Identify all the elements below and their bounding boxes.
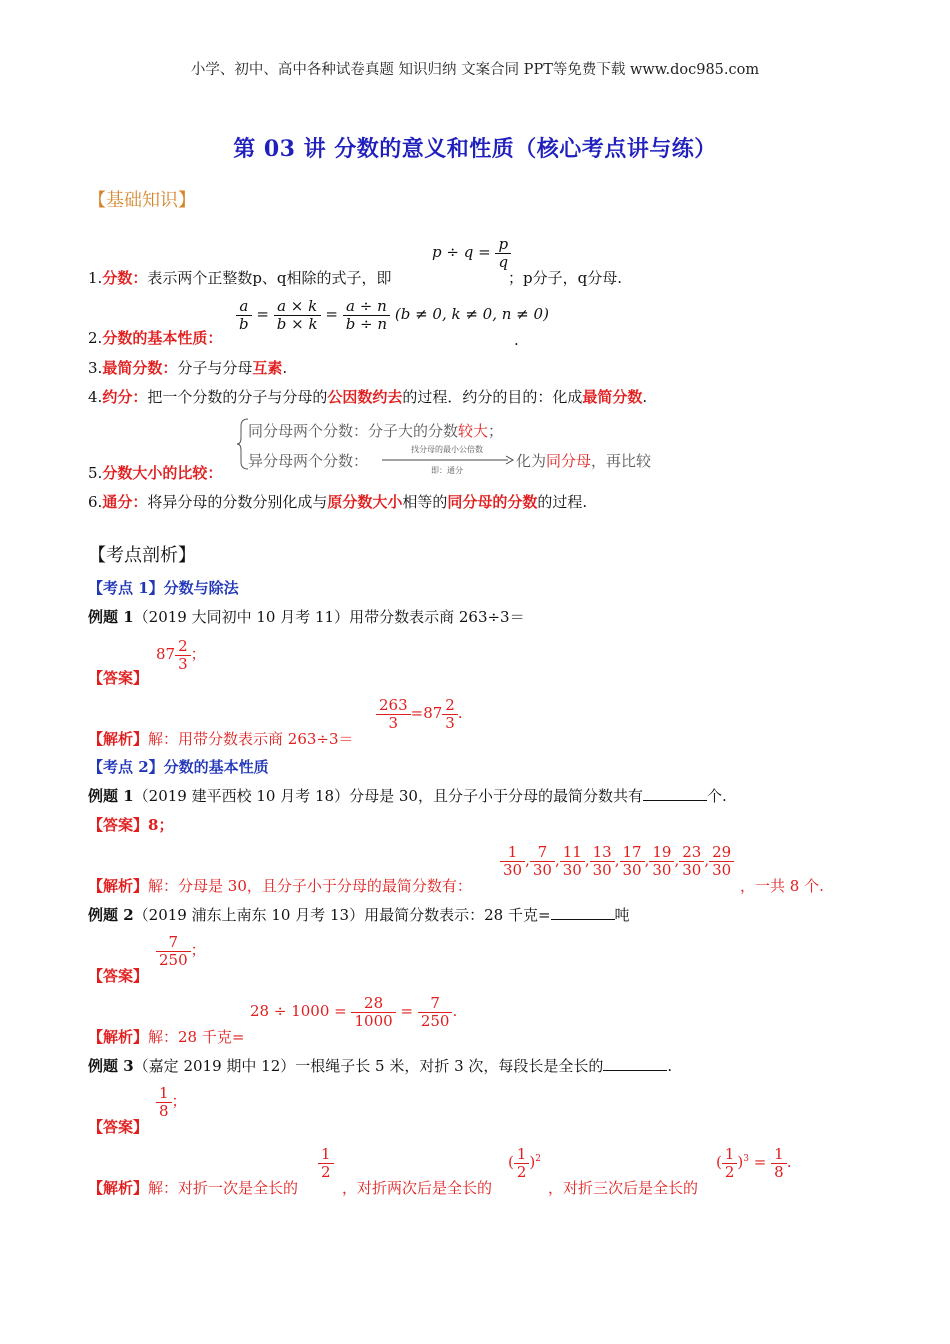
- basics-item-3: [88, 358, 287, 378]
- numerator: a ÷ n: [346, 297, 387, 315]
- basics-item-4: [88, 387, 647, 407]
- denominator: 30: [620, 861, 645, 879]
- example-label: 例题 1: [88, 608, 134, 626]
- comparison-row-different-denominator: [248, 450, 368, 471]
- numerator: 29: [712, 843, 732, 861]
- numerator: 2: [178, 637, 188, 655]
- answer-label: 【答案】: [88, 816, 149, 834]
- fraction-1-over-8: [156, 1085, 172, 1119]
- kp2-ex3-solution-c: ，对折三次后是全长的: [548, 1179, 699, 1197]
- denominator: 250: [418, 1012, 453, 1030]
- list-fraction: [679, 844, 704, 878]
- numerator: 11: [562, 843, 582, 861]
- fraction-an-over-bn: [343, 298, 390, 332]
- kp1-label: 【考点 1】分数与除法: [88, 579, 239, 597]
- denominator: 1000: [351, 1012, 395, 1030]
- numerator: a × k: [277, 297, 318, 315]
- denominator: 8: [156, 1102, 172, 1120]
- fraction-7-over-250: [156, 934, 191, 968]
- kp2-ex3-solution-b: ，对折两次后是全长的: [342, 1179, 493, 1197]
- kp2-ex3-frac-half: [318, 1146, 334, 1180]
- list-fraction: [620, 844, 645, 878]
- item-number: 3.: [88, 359, 103, 377]
- denominator: 30: [649, 861, 674, 879]
- answer-value: 8；: [148, 816, 174, 834]
- right-arrow-icon: [382, 455, 514, 465]
- denominator: b ÷ n: [343, 315, 390, 333]
- row-text: ，再比较: [591, 452, 652, 470]
- equals-sign: =: [325, 305, 338, 323]
- numerator: 28: [364, 994, 384, 1012]
- separator: ,: [644, 851, 650, 869]
- fraction-263-over-3: [376, 697, 411, 731]
- exponent: 3: [743, 1154, 749, 1164]
- kp1-ex1-solution: [88, 729, 354, 749]
- numerator: 1: [321, 1145, 331, 1163]
- example-label: 例题 2: [88, 906, 134, 924]
- item-number: 5.: [88, 464, 103, 482]
- numerator: 263: [379, 696, 408, 714]
- basics-item-1-tail: ；p分子，q分母.: [508, 269, 622, 287]
- item-text: 将异分母的分数分别化成与: [147, 493, 328, 511]
- kp2-ex3-answer: [156, 1085, 187, 1119]
- numerator: 7: [430, 994, 440, 1012]
- exponent: 2: [535, 1154, 541, 1164]
- page-title: 第 03 讲 分数的意义和性质（核心考点讲与练）: [233, 136, 717, 162]
- item-text: 的过程.: [537, 493, 588, 511]
- denominator: 30: [560, 861, 585, 879]
- basics-heading: 【基础知识】: [88, 190, 196, 211]
- fraction-definition-formula: [432, 236, 511, 270]
- solution-end: .: [452, 1002, 458, 1020]
- item-term: 分数：: [102, 269, 148, 287]
- solution-label: 【解析】: [88, 1179, 149, 1197]
- denominator: b: [236, 315, 252, 333]
- denominator: 30: [500, 861, 525, 879]
- solution-label: 【解析】: [88, 730, 149, 748]
- kp2-label: 【考点 2】分数的基本性质: [88, 758, 269, 776]
- solution-text: 解：分母是 30，且分子小于分母的最简分数有：: [148, 877, 472, 895]
- kp2-ex3-half-squared: ( $\frac{1}{2}$ )$^2$: [508, 1145, 541, 1181]
- item-number: 2.: [88, 329, 103, 347]
- item-term: 约分：: [102, 388, 148, 406]
- list-fraction: [500, 844, 525, 878]
- numerator: 17: [622, 843, 642, 861]
- item-term: 分数大小的比较：: [102, 464, 223, 482]
- numerator: 1: [724, 1145, 735, 1163]
- kp2-ex1-question: [88, 786, 727, 806]
- item-term: 分数的基本性质：: [102, 329, 223, 347]
- item-2-end: .: [514, 331, 519, 349]
- solution-end: .: [457, 704, 463, 722]
- mixed-whole: =87: [410, 704, 443, 722]
- basics-item-1: [88, 268, 392, 288]
- numerator: 1: [507, 843, 518, 861]
- answer-end: ；: [190, 645, 206, 663]
- key-term: 最简分数: [582, 388, 643, 406]
- analysis-heading: 【考点剖析】: [88, 545, 196, 566]
- list-fraction: [709, 844, 734, 878]
- example-label: 例题 1: [88, 787, 134, 805]
- kp1-ex1-question: [88, 607, 525, 627]
- kp2-ex3-question: [88, 1056, 672, 1076]
- key-term: 较大: [458, 422, 489, 440]
- fraction-1-over-8: [771, 1146, 787, 1180]
- equals-sign: =: [256, 305, 269, 323]
- list-fraction: [560, 844, 585, 878]
- solution-text: 解：用带分数表示商 263÷3＝: [148, 730, 354, 748]
- basics-item-6: [88, 492, 587, 512]
- item-number: 4.: [88, 388, 103, 406]
- key-term: 同分母: [546, 452, 592, 470]
- answer-fraction: [175, 638, 191, 672]
- denominator: 3: [175, 655, 191, 673]
- key-term: 互素: [252, 359, 283, 377]
- denominator: 30: [709, 861, 734, 879]
- example-label: 例题 3: [88, 1057, 134, 1075]
- formula-lhs: p ÷ q =: [432, 243, 491, 261]
- fraction-2-over-3: [442, 697, 458, 731]
- answer-end: ；: [171, 1092, 187, 1110]
- kp2-ex2-question: [88, 905, 630, 925]
- separator: ,: [614, 851, 620, 869]
- basics-item-5: [88, 463, 222, 483]
- question-text: （2019 浦东上南东 10 月考 13）用最简分数表示：28 千克=: [133, 906, 551, 924]
- solution-end: .: [786, 1153, 792, 1171]
- denominator: 30: [530, 861, 555, 879]
- condition: (b ≠ 0, k ≠ 0, n ≠ 0): [394, 305, 549, 323]
- denominator: 250: [156, 951, 191, 969]
- kp2-ex1-solution: [88, 876, 472, 896]
- item-text: 的过程．约分的目的：化成: [402, 388, 583, 406]
- denominator: 3: [442, 714, 458, 732]
- question-text: 吨: [614, 906, 630, 924]
- answer-blank[interactable]: [643, 786, 707, 801]
- question-text: （2019 大同初中 10 月考 11）用带分数表示商 263÷3＝: [133, 608, 525, 626]
- item-end: .: [282, 359, 288, 377]
- list-fraction: [649, 844, 674, 878]
- kp1-ex1-answer-label: 【答案】: [88, 669, 149, 687]
- denominator: 8: [771, 1163, 787, 1181]
- denominator: 2: [722, 1163, 738, 1181]
- numerator: 13: [592, 843, 612, 861]
- kp2-ex3-solution: [88, 1178, 298, 1198]
- expression: 28 ÷ 1000 =: [250, 1002, 347, 1020]
- row-text: 同分母两个分数：分子大的分数: [248, 422, 459, 440]
- equals-sign: =: [753, 1153, 767, 1171]
- denominator: 2: [514, 1163, 530, 1181]
- row-text: 异分母两个分数：: [248, 452, 369, 470]
- solution-label: 【解析】: [88, 1028, 149, 1046]
- kp1-ex1-solution-math: [376, 697, 463, 731]
- question-text: 个.: [706, 787, 727, 805]
- separator: ,: [584, 851, 590, 869]
- separator: ,: [554, 851, 560, 869]
- item-term: 最简分数：: [102, 359, 178, 377]
- numerator: 23: [682, 843, 702, 861]
- numerator: 19: [652, 843, 672, 861]
- item-number: 6.: [88, 493, 103, 511]
- numerator: 1: [516, 1145, 527, 1163]
- basics-item-2: [88, 328, 222, 348]
- row-text: 化为: [516, 452, 547, 470]
- numerator: p: [498, 235, 509, 253]
- fraction-p-over-q: [495, 236, 511, 270]
- numerator: 7: [168, 933, 179, 951]
- numerator: 1: [774, 1145, 784, 1163]
- kp2-ex2-answer: [156, 934, 206, 968]
- question-text: （嘉定 2019 期中 12）一根绳子长 5 米，对折 3 次，每段长是全长的: [133, 1057, 604, 1075]
- answer-blank[interactable]: [603, 1056, 667, 1071]
- separator: ,: [525, 851, 530, 869]
- kp2-ex3-answer-label: 【答案】: [88, 1118, 149, 1136]
- answer-blank[interactable]: [551, 905, 615, 920]
- item-number: 1.: [88, 269, 103, 287]
- denominator: 30: [679, 861, 704, 879]
- whole-part: 87: [156, 645, 176, 663]
- comparison-row-tail: [516, 450, 651, 471]
- numerator: a: [239, 297, 249, 315]
- list-fraction: [590, 844, 615, 878]
- basic-property-formula: [236, 298, 549, 332]
- kp1-ex1-answer: [156, 638, 206, 672]
- page-header: 小学、初中、高中各种试卷真题 知识归纳 文案合同 PPT等免费下载 www.doc985.com: [190, 62, 760, 78]
- separator: ,: [704, 851, 710, 869]
- fraction-a-over-b: [236, 298, 252, 332]
- fraction-28-over-1000: [351, 995, 395, 1029]
- item-end: .: [642, 388, 648, 406]
- key-term: 同分母的分数: [447, 493, 538, 511]
- answer-end: ；: [190, 941, 206, 959]
- equals-sign: =: [400, 1002, 414, 1020]
- denominator: 2: [318, 1163, 334, 1181]
- item-term: 通分：: [102, 493, 148, 511]
- key-term: 原分数大小: [327, 493, 403, 511]
- denominator: 3: [376, 714, 411, 732]
- row-end: ；: [488, 422, 504, 440]
- item-text: 把一个分数的分子与分母的: [147, 388, 328, 406]
- fraction-ak-over-bk: [274, 298, 321, 332]
- kp2-ex2-answer-label: 【答案】: [88, 967, 149, 985]
- kp2-ex1-solution-end: ，一共 8 个.: [740, 877, 824, 895]
- kp2-ex1-answer: [88, 815, 173, 835]
- kp2-ex2-solution: [88, 1027, 244, 1047]
- list-fraction: [530, 844, 555, 878]
- comparison-row-same-denominator: [248, 420, 503, 441]
- separator: ,: [674, 851, 680, 869]
- fraction-1-over-2: [514, 1146, 530, 1180]
- numerator: 1: [159, 1084, 169, 1102]
- kp2-ex2-solution-math: [250, 995, 457, 1029]
- item-text: 相等的: [402, 493, 448, 511]
- solution-text: 解：对折一次是全长的: [148, 1179, 299, 1197]
- item-text: 分子与分母: [177, 359, 253, 377]
- question-text: （2019 建平西校 10 月考 18）分母是 30，且分子小于分母的最简分数共有: [133, 787, 643, 805]
- arrow-top-label: 找分母的最小公倍数: [411, 445, 483, 454]
- solution-label: 【解析】: [88, 877, 149, 895]
- numerator: 7: [537, 843, 548, 861]
- fraction-1-over-2: [722, 1146, 738, 1180]
- kp2-ex1-fraction-list: [500, 844, 734, 878]
- question-text: .: [667, 1057, 673, 1075]
- denominator: 30: [590, 861, 615, 879]
- solution-text: 解：28 千克=: [148, 1028, 245, 1046]
- denominator: q: [495, 253, 511, 271]
- item-text: 表示两个正整数p、q相除的式子，即: [147, 269, 392, 287]
- kp2-ex3-half-cubed: ( $\frac{1}{2}$ )$^3$ = $\frac{1}{8}$ .: [716, 1145, 792, 1181]
- numerator: 2: [445, 696, 455, 714]
- key-term: 公因数约去: [327, 388, 403, 406]
- denominator: b × k: [274, 315, 321, 333]
- fraction-1-over-2: [318, 1146, 334, 1180]
- arrow-bottom-label: 即：通分: [431, 466, 463, 475]
- fraction-7-over-250: [418, 995, 453, 1029]
